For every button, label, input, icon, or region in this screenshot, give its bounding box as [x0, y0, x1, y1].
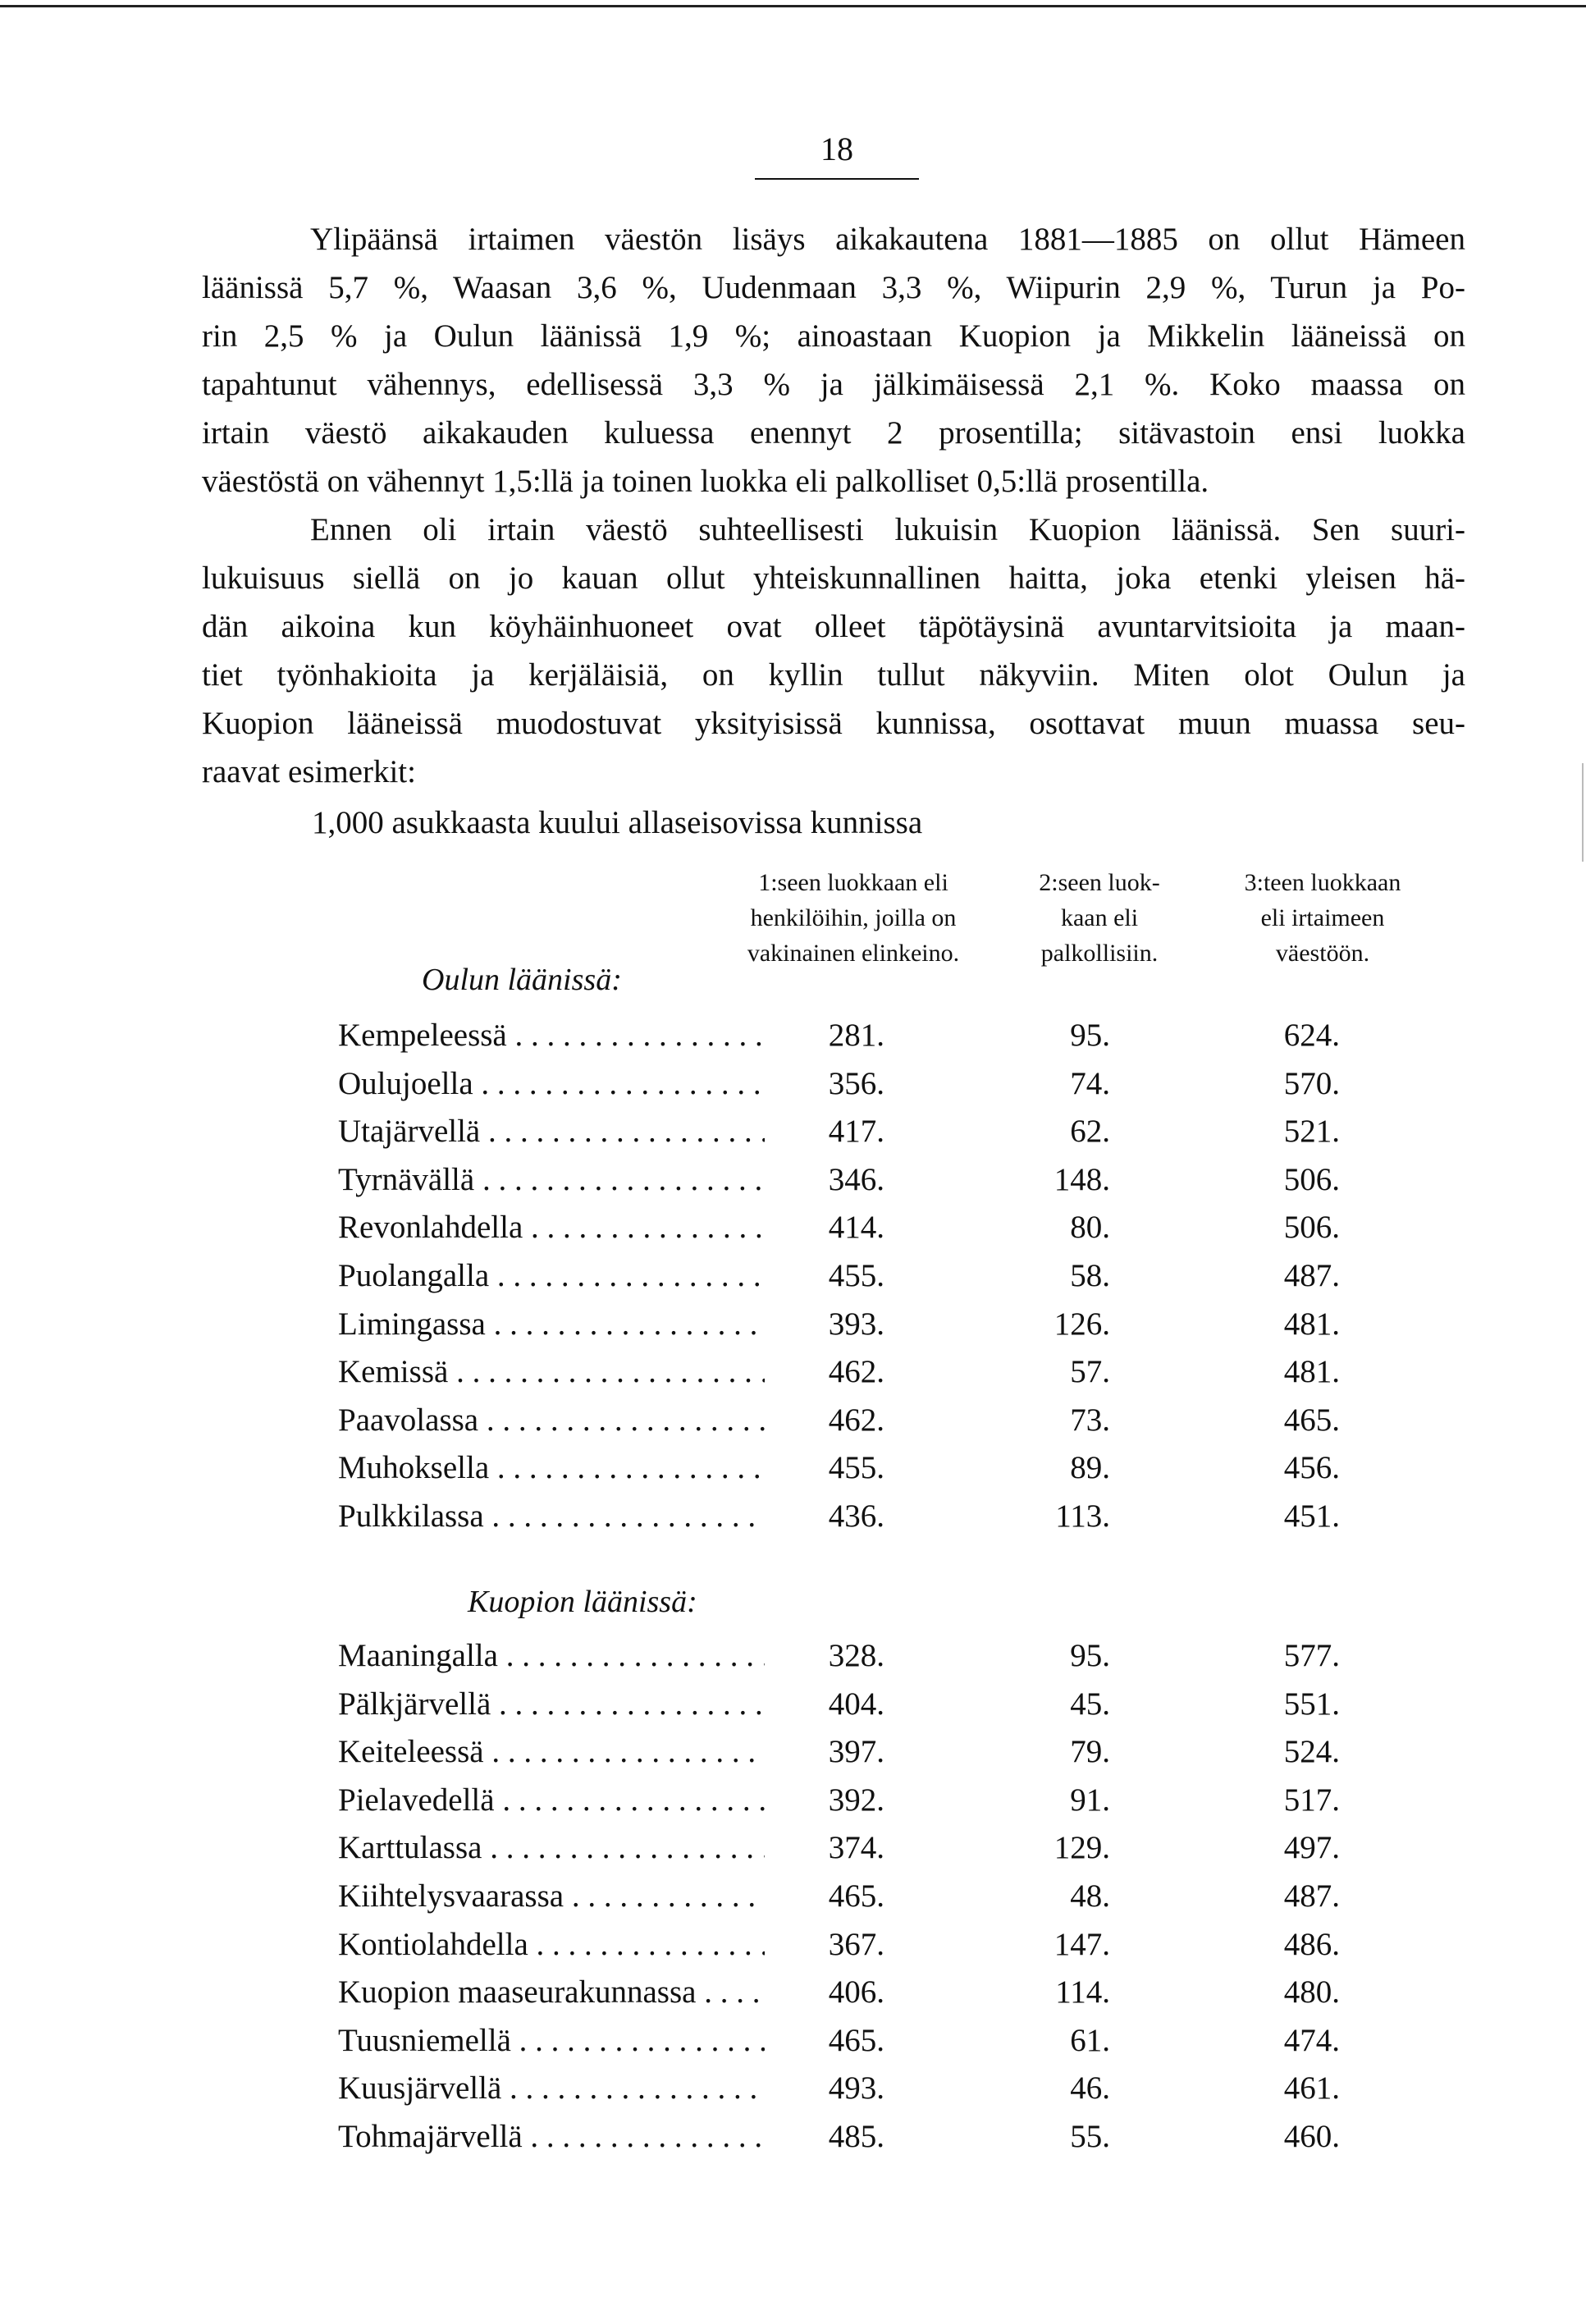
class-1-value: 367.: [828, 1926, 884, 1962]
column-header-class-1: [706, 865, 1001, 971]
table-row: [0, 2113, 1586, 2162]
page-number: 18: [820, 130, 853, 167]
class-3-value: 517.: [1283, 1782, 1340, 1818]
class-3-value: 460.: [1283, 2118, 1340, 2154]
class-1-value: 328.: [828, 1638, 884, 1673]
section-title-oulu: Oulun läänissä:: [422, 963, 622, 997]
table-row: [0, 1777, 1586, 1825]
class-1-value: 485.: [828, 2118, 884, 2154]
class-3-value: 524.: [1283, 1734, 1340, 1770]
column-header-line: väestöön.: [1275, 940, 1370, 967]
column-header-line: vakinainen elinkeino.: [747, 940, 960, 967]
class-2-value: 61.: [1070, 2022, 1110, 2058]
class-2-value: 46.: [1070, 2070, 1110, 2107]
place-name: Kontiolahdella . . .: [338, 1926, 765, 1963]
paragraph-2: [202, 506, 1465, 796]
class-2-value: 48.: [1070, 1878, 1110, 1914]
place-name: Kuusjärvellä . . .: [338, 2070, 765, 2107]
class-3-value: 487.: [1283, 1257, 1340, 1293]
paragraph-line: tapahtunut vähennys, edellisessä 3,3 % ja jälkimäisessä 2,1 %. Koko maassa on: [202, 367, 1465, 402]
place-name: Pulkkilassa . . .: [338, 1498, 765, 1535]
column-header-line: 3:teen luokkaan: [1244, 869, 1401, 896]
table-caption: 1,000 asukkaasta kuului allaseisovissa kunnissa: [312, 805, 923, 840]
table-row: [0, 1824, 1586, 1873]
table-row: [0, 1921, 1586, 1969]
margin-mark: [1582, 763, 1584, 862]
place-name: Pielavedellä . . .: [338, 1782, 765, 1818]
class-2-value: 73.: [1070, 1402, 1110, 1438]
class-1-value: 417.: [828, 1114, 884, 1150]
table-row: [0, 1444, 1586, 1493]
class-3-value: 481.: [1283, 1354, 1340, 1390]
place-name: Utajärvellä . . .: [338, 1113, 765, 1150]
place-name: Karttulassa . . .: [338, 1829, 765, 1866]
table-row: [0, 1301, 1586, 1349]
class-1-value: 392.: [828, 1782, 884, 1818]
paragraph-line: Ennen oli irtain väestö suhteellisesti lukuisin Kuopion läänissä. Sen suuri-: [310, 512, 1465, 547]
class-1-value: 455.: [828, 1450, 884, 1486]
class-3-value: 577.: [1283, 1638, 1340, 1673]
table-row: [0, 1012, 1586, 1060]
class-2-value: 95.: [1070, 1018, 1110, 1053]
table-row: [0, 1873, 1586, 1921]
class-1-value: 346.: [828, 1161, 884, 1197]
class-1-value: 414.: [828, 1210, 884, 1246]
class-3-value: 486.: [1283, 1926, 1340, 1962]
class-3-value: 456.: [1283, 1450, 1340, 1486]
place-name: Oulujoella . . .: [338, 1065, 765, 1102]
class-2-value: 45.: [1070, 1686, 1110, 1722]
paragraph-line: rin 2,5 % ja Oulun läänissä 1,9 %; ainoastaan Kuopion ja Mikkelin lääneissä on: [202, 318, 1465, 354]
section-title-kuopio: Kuopion läänissä:: [468, 1585, 697, 1619]
class-3-value: 497.: [1283, 1830, 1340, 1866]
class-1-value: 462.: [828, 1402, 884, 1438]
page-number-rule: [755, 178, 919, 180]
class-2-value: 74.: [1070, 1065, 1110, 1101]
class-3-value: 506.: [1283, 1161, 1340, 1197]
class-1-value: 406.: [828, 1974, 884, 2011]
class-3-value: 451.: [1283, 1498, 1340, 1534]
column-header-line: 1:seen luokkaan eli: [758, 869, 948, 896]
class-2-value: 126.: [1054, 1306, 1110, 1342]
place-name: Kemissä . . .: [338, 1353, 765, 1390]
class-3-value: 487.: [1283, 1878, 1340, 1914]
paragraph-line: väestöstä on vähennyt 1,5:llä ja toinen luokka eli palkolliset 0,5:llä prosentilla.: [202, 464, 1209, 499]
column-header-line: kaan eli: [1060, 904, 1139, 931]
table-row: [0, 1681, 1586, 1729]
paragraph-line: Kuopion lääneissä muodostuvat yksityisissä kunnissa, osottavat muun muassa seu-: [202, 706, 1465, 741]
class-2-value: 80.: [1070, 1210, 1110, 1246]
table-row: [0, 1632, 1586, 1681]
place-name: Tyrnävällä . . .: [338, 1161, 765, 1198]
class-2-value: 95.: [1070, 1638, 1110, 1673]
paragraph-line: Ylipäänsä irtaimen väestön lisäys aikakautena 1881—1885 on ollut Hämeen: [310, 222, 1465, 257]
class-2-value: 79.: [1070, 1734, 1110, 1770]
paragraph-line: dän aikoina kun köyhäinhuoneet ovat olleet täpötäysinä avuntarvitsioita ja maan-: [202, 609, 1465, 644]
class-3-value: 624.: [1283, 1018, 1340, 1053]
table-row: [0, 2065, 1586, 2113]
place-name: Limingassa . . .: [338, 1306, 765, 1343]
class-3-value: 521.: [1283, 1114, 1340, 1150]
paragraph-1: [202, 215, 1465, 506]
class-1-value: 397.: [828, 1734, 884, 1770]
table-row: [0, 1108, 1586, 1156]
class-2-value: 89.: [1070, 1450, 1110, 1486]
class-2-value: 113.: [1055, 1498, 1110, 1534]
table-row: [0, 1969, 1586, 2017]
table-body-oulu: [0, 1012, 1586, 1541]
class-2-value: 147.: [1054, 1926, 1110, 1962]
class-3-value: 474.: [1283, 2022, 1340, 2058]
class-3-value: 480.: [1283, 1974, 1340, 2011]
class-1-value: 374.: [828, 1830, 884, 1866]
class-1-value: 356.: [828, 1065, 884, 1101]
table-row: [0, 1493, 1586, 1541]
place-name: Kuopion maaseurakunnassa . . .: [338, 1974, 765, 2011]
class-1-value: 462.: [828, 1354, 884, 1390]
class-3-value: 465.: [1283, 1402, 1340, 1438]
class-3-value: 551.: [1283, 1686, 1340, 1722]
class-1-value: 455.: [828, 1257, 884, 1293]
class-3-value: 506.: [1283, 1210, 1340, 1246]
paragraph-line: läänissä 5,7 %, Waasan 3,6 %, Uudenmaan 3,3 %, Wiipurin 2,9 %, Turun ja Po-: [202, 270, 1465, 305]
table-body-kuopio: [0, 1632, 1586, 2162]
table-row: [0, 2017, 1586, 2066]
place-name: Maaningalla . . .: [338, 1637, 765, 1674]
column-header-line: 2:seen luok-: [1039, 869, 1160, 896]
class-1-value: 393.: [828, 1306, 884, 1342]
paragraph-line: raavat esimerkit:: [202, 754, 416, 789]
class-2-value: 114.: [1055, 1974, 1110, 2011]
place-name: Revonlahdella . . .: [338, 1209, 765, 1246]
place-name: Pälkjärvellä . . .: [338, 1686, 765, 1722]
class-2-value: 148.: [1054, 1161, 1110, 1197]
class-1-value: 465.: [828, 1878, 884, 1914]
column-header-line: palkollisiin.: [1040, 940, 1159, 967]
class-2-value: 57.: [1070, 1354, 1110, 1390]
class-2-value: 91.: [1070, 1782, 1110, 1818]
class-1-value: 404.: [828, 1686, 884, 1722]
place-name: Tuusniemellä . . .: [338, 2022, 765, 2059]
table-row: [0, 1397, 1586, 1445]
place-name: Puolangalla . . .: [338, 1257, 765, 1294]
table-row: [0, 1348, 1586, 1397]
table-row: [0, 1204, 1586, 1252]
class-3-value: 481.: [1283, 1306, 1340, 1342]
column-header-class-2: [1005, 865, 1194, 971]
table-row: [0, 1728, 1586, 1777]
class-3-value: 461.: [1283, 2070, 1340, 2107]
column-header-line: eli irtaimeen: [1260, 904, 1385, 931]
paragraph-line: tiet työnhakioita ja kerjäläisiä, on kyllin tullut näkyviin. Miten olot Oulun ja: [202, 657, 1465, 693]
place-name: Muhoksella . . .: [338, 1449, 765, 1486]
class-2-value: 129.: [1054, 1830, 1110, 1866]
class-3-value: 570.: [1283, 1065, 1340, 1101]
class-2-value: 58.: [1070, 1257, 1110, 1293]
place-name: Kiihtelysvaarassa . . .: [338, 1878, 765, 1915]
table-row: [0, 1252, 1586, 1301]
place-name: Keiteleessä . . .: [338, 1733, 765, 1770]
class-1-value: 493.: [828, 2070, 884, 2107]
class-2-value: 62.: [1070, 1114, 1110, 1150]
paragraph-line: lukuisuus siellä on jo kauan ollut yhteiskunnallinen haitta, joka etenki yleisen hä-: [202, 560, 1465, 596]
class-1-value: 465.: [828, 2022, 884, 2058]
class-2-value: 55.: [1070, 2118, 1110, 2154]
class-1-value: 281.: [828, 1018, 884, 1053]
place-name: Tohmajärvellä . . .: [338, 2118, 765, 2155]
place-name: Kempeleessä . . .: [338, 1017, 765, 1054]
class-1-value: 436.: [828, 1498, 884, 1534]
column-header-line: henkilöihin, joilla on: [750, 904, 957, 931]
paragraph-line: irtain väestö aikakauden kuluessa enennyt 2 prosentilla; sitävastoin ensi luokka: [202, 415, 1465, 451]
column-header-class-3: [1200, 865, 1446, 971]
table-row: [0, 1060, 1586, 1109]
table-row: [0, 1156, 1586, 1205]
place-name: Paavolassa . . .: [338, 1402, 765, 1439]
top-border-rule: [0, 5, 1586, 7]
